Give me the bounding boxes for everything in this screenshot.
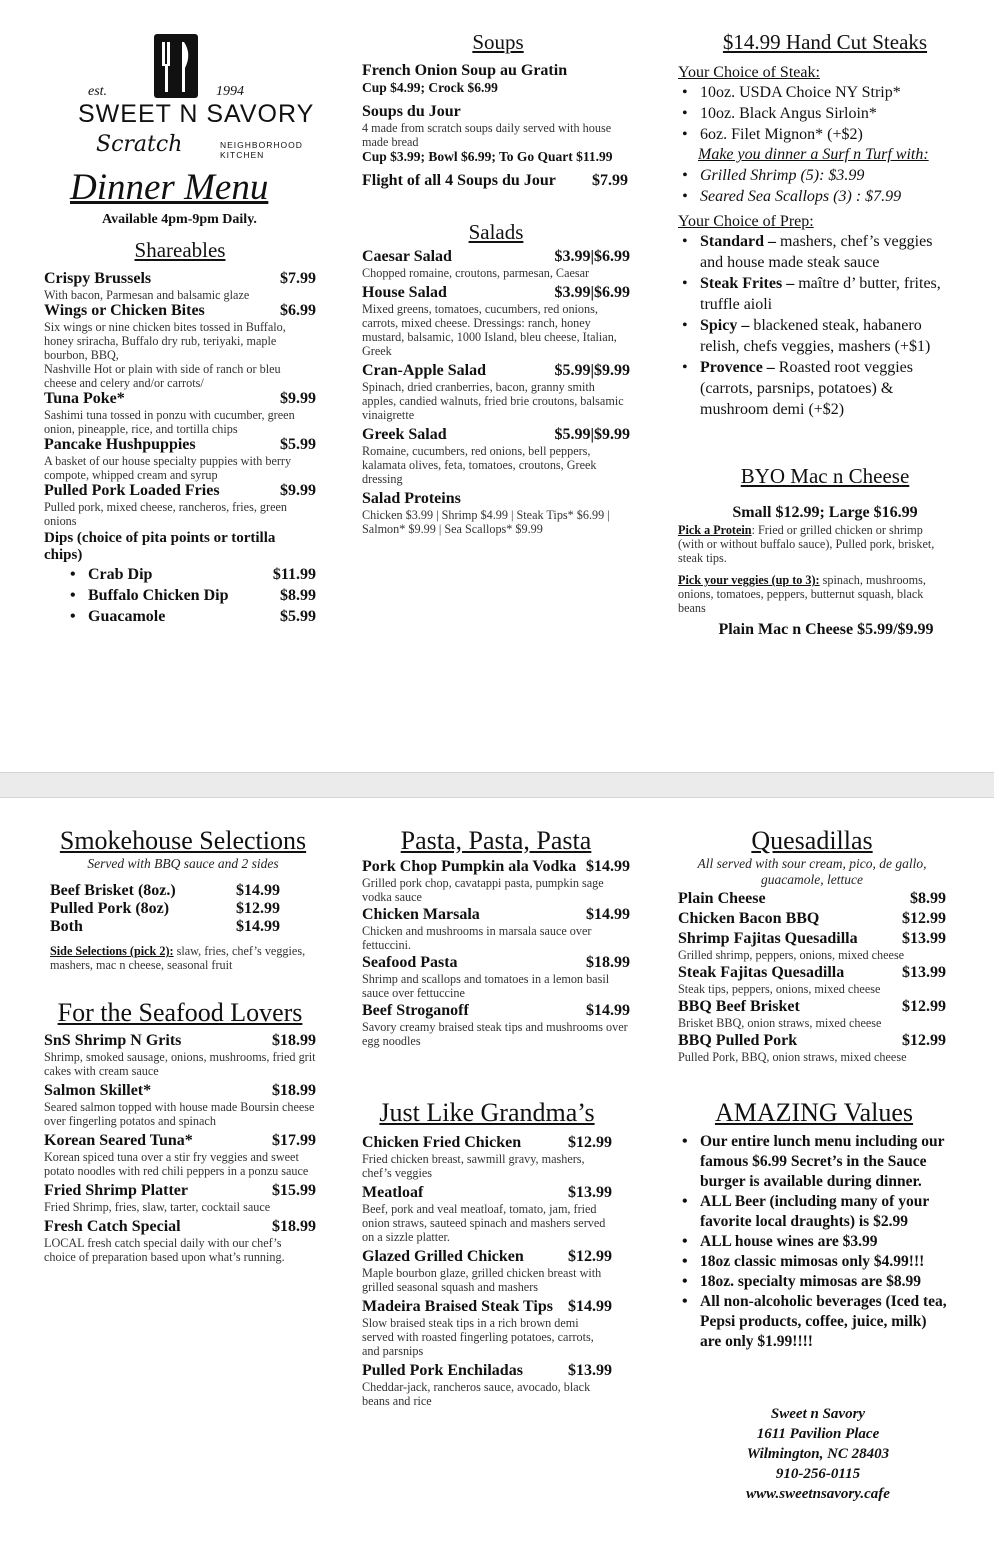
- menu-item: [362, 490, 630, 536]
- item-row: [44, 482, 316, 500]
- quesadillas-section: [678, 826, 946, 1064]
- values-section: [678, 1098, 950, 1352]
- values-title: AMAZING Values: [714, 1098, 914, 1127]
- steak-choices: [678, 82, 950, 145]
- menu-item: [362, 1248, 612, 1294]
- bullet-item: • Seared Sea Scallops (3) : $7.99: [678, 186, 950, 207]
- item-price: $14.99: [586, 906, 630, 923]
- item-row: [362, 1248, 612, 1266]
- item-name: Glazed Grilled Chicken: [362, 1248, 524, 1265]
- sides-text: slaw, fries, chef’s veggies, mashers, mac n cheese, seasonal fruit: [50, 944, 306, 972]
- menu-item: [362, 248, 630, 280]
- pasta-list: [362, 858, 630, 1048]
- item-price: $7.99: [280, 270, 316, 287]
- item-price: $14.99: [236, 882, 280, 899]
- grandma-section: [362, 1098, 612, 1408]
- bullet-item: • 10oz. Black Angus Sirloin*: [678, 103, 950, 124]
- menu-page-1: [0, 0, 994, 772]
- menu-item: [678, 1032, 946, 1064]
- prep-name: Steak Frites –: [700, 275, 795, 292]
- item-desc: Shrimp and scallops and tomatoes in a lemon basil sauce over fettuccine: [362, 972, 610, 1000]
- item-price: $13.99: [568, 1184, 612, 1201]
- contact-address: 1611 Pavilion Place: [756, 1426, 880, 1442]
- item-desc: Brisket BBQ, onion straws, mixed cheese: [678, 1016, 882, 1030]
- item-row: [362, 284, 630, 302]
- bullet-item: • ALL Beer (including many of your favorite local draughts) is $2.99: [678, 1192, 950, 1232]
- item-row: [678, 998, 946, 1016]
- item-name: BBQ Beef Brisket: [678, 998, 800, 1015]
- item-desc: A basket of our house specialty puppies with berry compote, whipped cream and syrup: [44, 454, 292, 482]
- item-desc: Pulled Pork, BBQ, onion straws, mixed cheese: [678, 1050, 907, 1064]
- flight-name: Flight of all 4 Soups du Jour: [362, 172, 556, 189]
- item-desc: Korean spiced tuna over a stir fry veggies and sweet potato noodles with red chili peppers in a ponzu sauce: [44, 1150, 309, 1178]
- item-price: $14.99: [586, 858, 630, 875]
- seafood-title: For the Seafood Lovers: [57, 998, 303, 1027]
- dip-name: • Guacamole: [88, 608, 166, 625]
- soup-price: Cup $3.99; Bowl $6.99; To Go Quart $11.99: [362, 149, 613, 164]
- item-desc: Steak tips, peppers, onions, mixed cheese: [678, 982, 881, 996]
- menu-item: [44, 436, 316, 482]
- item-name: Crispy Brussels: [44, 270, 152, 287]
- protein-text: : Fried or grilled chicken or shrimp (with or without buffalo sauce), Pulled pork, brisket, steak tips.: [678, 523, 935, 565]
- veggie-label: Pick your veggies (up to 3):: [678, 573, 820, 587]
- item-name: Beef Brisket (8oz.): [50, 882, 176, 899]
- bullet-item: [66, 564, 316, 585]
- contact-web: www.sweetnsavory.cafe: [746, 1486, 890, 1502]
- item-row: [44, 302, 316, 320]
- menu-item: [44, 1132, 316, 1178]
- item-desc: Spinach, dried cranberries, bacon, granny smith apples, candied walnuts, fried brie croutons, balsamic vinaigrette: [362, 380, 624, 422]
- mac-sizes: Small $12.99; Large $16.99: [732, 504, 918, 521]
- item-row: [44, 1132, 316, 1150]
- grandma-list: [362, 1134, 612, 1408]
- item-name: Both: [50, 918, 83, 935]
- item-desc: Romaine, cucumbers, red onions, bell peppers, kalamata olives, feta, tomatoes, croutons, Greek dressing: [362, 444, 597, 486]
- quesadillas-title: Quesadillas: [751, 826, 873, 855]
- brand-year: 1994: [216, 84, 244, 99]
- item-desc: Grilled shrimp, peppers, onions, mixed cheese: [678, 948, 905, 962]
- soup-name: French Onion Soup au Gratin: [362, 62, 568, 79]
- item-desc: Fried chicken breast, sawmill gravy, mashers, chef’s veggies: [362, 1152, 585, 1180]
- item-name: Fried Shrimp Platter: [44, 1182, 188, 1199]
- salads-list: [362, 248, 630, 536]
- item-price: $18.99: [586, 954, 630, 971]
- menu-item: [44, 362, 316, 390]
- menu-item: [362, 426, 630, 486]
- item-row: [362, 858, 630, 876]
- item-price: $3.99|$6.99: [554, 248, 630, 265]
- menu-item: [362, 906, 630, 952]
- prep-options: [678, 231, 950, 420]
- dip-price: $8.99: [280, 587, 316, 604]
- item-name: SnS Shrimp N Grits: [44, 1032, 182, 1049]
- item-name: Fresh Catch Special: [44, 1218, 181, 1235]
- menu-item: [44, 1218, 316, 1264]
- soup-price: Cup $4.99; Crock $6.99: [362, 80, 498, 95]
- item-name: Chicken Fried Chicken: [362, 1134, 522, 1151]
- soups-section: [362, 30, 634, 190]
- item-name: Steak Fajitas Quesadilla: [678, 964, 845, 981]
- menu-item: [678, 964, 946, 996]
- item-name: Salad Proteins: [362, 490, 461, 507]
- item-name: Cran-Apple Salad: [362, 362, 487, 379]
- item-price: $14.99: [236, 918, 280, 935]
- item-row: [50, 900, 280, 918]
- item-price: $14.99: [568, 1298, 612, 1315]
- item-price: $9.99: [280, 482, 316, 499]
- item-name: Pulled Pork Loaded Fries: [44, 482, 220, 499]
- flight-price: $7.99: [592, 172, 628, 189]
- menu-item: [678, 890, 946, 908]
- item-price: $13.99: [568, 1362, 612, 1379]
- item-row: [678, 890, 946, 908]
- item-desc: Slow braised steak tips in a rich brown demi served with roasted fingerling potatoes, carrots, and parsnips: [362, 1316, 594, 1358]
- item-price: $12.99: [902, 1032, 946, 1049]
- bullet-item: [678, 315, 950, 357]
- item-row: [678, 964, 946, 982]
- item-desc: Six wings or nine chicken bites tossed in Buffalo, honey sriracha, Buffalo dry rub, teriyaki, maple bourbon, BBQ,: [44, 320, 286, 362]
- soups-title: Soups: [472, 30, 524, 54]
- item-price: $5.99: [280, 436, 316, 453]
- mac-protein: [678, 523, 950, 565]
- bullet-item: • 18oz classic mimosas only $4.99!!!: [678, 1252, 950, 1272]
- item-price: $17.99: [272, 1132, 316, 1149]
- salads-title: Salads: [468, 220, 524, 244]
- brand-kitchen: NEIGHBORHOOD KITCHEN: [220, 140, 303, 160]
- item-row: [44, 436, 316, 454]
- menu-item: [362, 1134, 612, 1180]
- soup-name: Soups du Jour: [362, 103, 461, 120]
- mac-title: BYO Mac n Cheese: [740, 464, 910, 488]
- soup-du-jour: [362, 103, 634, 121]
- item-desc: Beef, pork and veal meatloaf, tomato, jam, fried onion straws, sauteed spinach and mashers served on a sizzle platter.: [362, 1202, 606, 1244]
- item-row: [362, 906, 630, 924]
- shareables-section: [44, 238, 316, 627]
- item-row: [50, 918, 280, 936]
- item-price: $18.99: [272, 1218, 316, 1235]
- menu-item: [50, 900, 280, 918]
- item-row: [362, 1298, 612, 1316]
- steak-choice-title: Your Choice of Steak:: [678, 64, 820, 81]
- item-desc: Shrimp, smoked sausage, onions, mushrooms, fried grit cakes with cream sauce: [44, 1050, 316, 1078]
- item-row: [678, 1032, 946, 1050]
- item-row: [362, 1362, 612, 1380]
- smokehouse-section: [50, 826, 316, 972]
- smokehouse-title: Smokehouse Selections: [59, 826, 307, 855]
- menu-item: [362, 954, 630, 1000]
- item-row: [678, 930, 946, 948]
- item-price: $3.99|$6.99: [554, 284, 630, 301]
- soup-desc: 4 made from scratch soups daily served with house made bread: [362, 121, 612, 149]
- prep-name: Standard –: [700, 233, 777, 250]
- seafood-list: [44, 1032, 316, 1264]
- surf-options: [678, 165, 950, 207]
- availability: Available 4pm-9pm Daily.: [102, 212, 257, 227]
- item-name: Shrimp Fajitas Quesadilla: [678, 930, 858, 947]
- item-price: $18.99: [272, 1082, 316, 1099]
- item-row: [362, 954, 630, 972]
- fork-knife-icon: [154, 34, 198, 98]
- item-price: $13.99: [902, 964, 946, 981]
- menu-item: [44, 1082, 316, 1128]
- smokehouse-sides: [50, 944, 316, 972]
- menu-item: [678, 930, 946, 962]
- contact-city: Wilmington, NC 28403: [746, 1446, 890, 1462]
- menu-item: [44, 302, 316, 362]
- item-name: Madeira Braised Steak Tips: [362, 1298, 553, 1315]
- dip-price: $5.99: [280, 608, 316, 625]
- item-row: [44, 1032, 316, 1050]
- item-row: [362, 248, 630, 266]
- menu-item: [678, 910, 946, 928]
- item-name: Seafood Pasta: [362, 954, 458, 971]
- item-row: [50, 882, 280, 900]
- soup-flight: [362, 172, 628, 190]
- item-row: [362, 490, 630, 508]
- menu-item: [362, 858, 630, 904]
- item-name: Pork Chop Pumpkin ala Vodka: [362, 858, 577, 875]
- item-row: [362, 1184, 612, 1202]
- values-list: [678, 1132, 950, 1352]
- salads-section: [362, 220, 630, 536]
- item-desc: Mixed greens, tomatoes, cucumbers, red onions, carrots, mixed cheese. Dressings: ranch, honey mustard, balsamic, 1000 Island, bleu cheese, Italian, Greek: [362, 302, 617, 358]
- item-price: $12.99: [568, 1134, 612, 1151]
- item-name: Chicken Marsala: [362, 906, 480, 923]
- item-price: $14.99: [586, 1002, 630, 1019]
- contact-phone: 910-256-0115: [775, 1466, 861, 1482]
- veggie-text: spinach, mushrooms, onions, tomatoes, peppers, butternut squash, black beans: [678, 573, 926, 615]
- bullet-item: • ALL house wines are $3.99: [678, 1232, 950, 1252]
- bullet-item: • 10oz. USDA Choice NY Strip*: [678, 82, 950, 103]
- bullet-item: • Grilled Shrimp (5): $3.99: [678, 165, 950, 186]
- menu-item: [50, 882, 280, 900]
- brand-name: SWEET N SAVORY: [78, 100, 315, 128]
- item-name: Wings or Chicken Bites: [44, 302, 205, 319]
- menu-page-2: [0, 798, 994, 1561]
- bullet-item: [66, 606, 316, 627]
- mac-section: [678, 464, 950, 638]
- item-price: $15.99: [272, 1182, 316, 1199]
- menu-item: [362, 362, 630, 422]
- menu-item: [44, 270, 316, 302]
- item-desc: Fried Shrimp, fries, slaw, tarter, cocktail sauce: [44, 1200, 271, 1214]
- menu-item: [678, 998, 946, 1030]
- prep-desc: Roasted root veggies (carrots, parsnips, potatoes) & mushroom demi (+$2): [700, 359, 913, 418]
- page-divider: [0, 772, 994, 798]
- item-price: $13.99: [902, 930, 946, 947]
- bullet-item: • 18oz. specialty mimosas are $8.99: [678, 1272, 950, 1292]
- menu-item: [362, 1184, 612, 1244]
- steaks-section: [678, 30, 950, 420]
- shareables-title: Shareables: [134, 238, 226, 262]
- menu-item: [362, 1002, 630, 1048]
- surf-note: Make you dinner a Surf n Turf with:: [698, 146, 929, 163]
- item-desc: Nashville Hot or plain with side of ranch or bleu cheese and celery and/or carrots/: [44, 362, 281, 390]
- menu-item: [362, 1362, 612, 1408]
- item-name: Plain Cheese: [678, 890, 766, 907]
- item-price: $18.99: [272, 1032, 316, 1049]
- item-price: $5.99|$9.99: [554, 362, 630, 379]
- menu-item: [44, 1032, 316, 1078]
- item-price: $8.99: [910, 890, 946, 907]
- item-desc: Seared salmon topped with house made Boursin cheese over fingerling potatos and spinach: [44, 1100, 315, 1128]
- brand-logo: [44, 0, 316, 166]
- item-desc: Pulled pork, mixed cheese, rancheros, fries, green onions: [44, 500, 287, 528]
- brand-est: est.: [88, 84, 108, 99]
- menu-item: [362, 284, 630, 358]
- pasta-title: Pasta, Pasta, Pasta: [400, 826, 592, 855]
- prep-desc: mashers, chef’s veggies and house made steak sauce: [700, 233, 933, 271]
- item-row: [44, 390, 316, 408]
- bullet-item: [678, 231, 950, 273]
- bullet-item: [678, 273, 950, 315]
- item-desc: Chopped romaine, croutons, parmesan, Caesar: [362, 266, 590, 280]
- bullet-item: [678, 357, 950, 420]
- bullet-item: • Our entire lunch menu including our famous $6.99 Secret’s in the Sauce burger is available during dinner.: [678, 1132, 950, 1192]
- shareables-list: [44, 270, 316, 528]
- item-price: $5.99|$9.99: [554, 426, 630, 443]
- item-name: Meatloaf: [362, 1184, 424, 1201]
- item-row: [362, 426, 630, 444]
- item-desc: With bacon, Parmesan and balsamic glaze: [44, 288, 250, 302]
- item-desc: Grilled pork chop, cavatappi pasta, pumpkin sage vodka sauce: [362, 876, 604, 904]
- menu-item: [362, 1298, 612, 1358]
- item-name: Pancake Hushpuppies: [44, 436, 196, 453]
- prep-desc: maître d’ butter, frites, truffle aioli: [700, 275, 941, 313]
- quesadillas-sub: All served with sour cream, pico, de gallo, guacamole, lettuce: [697, 856, 927, 887]
- item-row: [678, 910, 946, 928]
- menu-title: Dinner Menu: [70, 167, 269, 208]
- smokehouse-sub: Served with BBQ sauce and 2 sides: [87, 856, 279, 871]
- menu-item: [44, 482, 316, 528]
- item-price: $12.99: [902, 998, 946, 1015]
- item-price: $12.99: [236, 900, 280, 917]
- item-name: House Salad: [362, 284, 447, 301]
- item-name: Greek Salad: [362, 426, 447, 443]
- item-price: $9.99: [280, 390, 316, 407]
- item-name: Beef Stroganoff: [362, 1002, 469, 1019]
- item-name: Pulled Pork (8oz): [50, 900, 170, 917]
- column-left: [44, 0, 316, 625]
- contact-name: Sweet n Savory: [770, 1406, 866, 1422]
- item-name: Salmon Skillet*: [44, 1082, 152, 1099]
- item-desc: Savory creamy braised steak tips and mushrooms over egg noodles: [362, 1020, 628, 1048]
- menu-item: [44, 1182, 316, 1214]
- item-desc: Chicken $3.99 | Shrimp $4.99 | Steak Tips* $6.99 | Salmon* $9.99 | Sea Scallops* $9.99: [362, 508, 610, 536]
- prep-name: Spicy –: [700, 317, 750, 334]
- seafood-section: [44, 998, 316, 1264]
- bullet-item: • 6oz. Filet Mignon* (+$2): [678, 124, 950, 145]
- grandma-title: Just Like Grandma’s: [379, 1098, 595, 1127]
- dip-name: • Buffalo Chicken Dip: [88, 587, 229, 604]
- item-price: $6.99: [280, 302, 316, 319]
- steaks-title: $14.99 Hand Cut Steaks: [722, 30, 928, 54]
- item-name: Chicken Bacon BBQ: [678, 910, 820, 927]
- menu-item: [44, 390, 316, 436]
- brand-script: Scratch: [96, 132, 183, 157]
- item-desc: Sashimi tuna tossed in ponzu with cucumber, green onion, pineapple, rice, and tortilla chips: [44, 408, 295, 436]
- item-desc: Cheddar-jack, rancheros sauce, avocado, black beans and rice: [362, 1380, 591, 1408]
- prep-title: Your Choice of Prep:: [678, 213, 814, 230]
- prep-desc: blackened steak, habanero relish, chefs veggies, mashers (+$1): [700, 317, 931, 355]
- soup-french-onion: [362, 62, 634, 80]
- item-desc: LOCAL fresh catch special daily with our chef’s choice of preparation based upon what’s running.: [44, 1236, 285, 1264]
- dip-price: $11.99: [272, 566, 316, 583]
- item-name: Caesar Salad: [362, 248, 452, 265]
- item-name: Tuna Poke*: [44, 390, 125, 407]
- dips-list: [66, 564, 316, 627]
- bullet-item: [66, 585, 316, 606]
- smokehouse-list: [50, 882, 280, 936]
- item-row: [44, 1082, 316, 1100]
- quesadilla-list: [678, 890, 946, 1064]
- item-row: [362, 1002, 630, 1020]
- mac-plain: Plain Mac n Cheese $5.99/$9.99: [718, 621, 934, 638]
- dips-title: Dips (choice of pita points or tortilla chips): [44, 530, 276, 563]
- bullet-item: • All non-alcoholic beverages (Iced tea, Pepsi products, coffee, juice, milk) are only $1.99!!!!: [678, 1292, 950, 1352]
- pasta-section: [362, 826, 630, 1048]
- item-row: [44, 270, 316, 288]
- dip-name: • Crab Dip: [88, 566, 153, 583]
- item-desc: Maple bourbon glaze, grilled chicken breast with grilled seasonal squash and mashers: [362, 1266, 602, 1294]
- item-desc: Chicken and mushrooms in marsala sauce over fettuccini.: [362, 924, 592, 952]
- item-name: Korean Seared Tuna*: [44, 1132, 193, 1149]
- contact-block: [718, 1404, 918, 1504]
- item-row: [362, 1134, 612, 1152]
- prep-name: Provence –: [700, 359, 775, 376]
- item-row: [44, 1182, 316, 1200]
- item-price: $12.99: [568, 1248, 612, 1265]
- item-name: BBQ Pulled Pork: [678, 1032, 798, 1049]
- item-row: [362, 362, 630, 380]
- protein-label: Pick a Protein: [678, 523, 752, 537]
- item-row: [44, 1218, 316, 1236]
- item-name: Pulled Pork Enchiladas: [362, 1362, 523, 1379]
- item-price: $12.99: [902, 910, 946, 927]
- sides-label: Side Selections (pick 2):: [50, 944, 174, 958]
- menu-item: [50, 918, 280, 936]
- mac-veggies: [678, 573, 950, 615]
